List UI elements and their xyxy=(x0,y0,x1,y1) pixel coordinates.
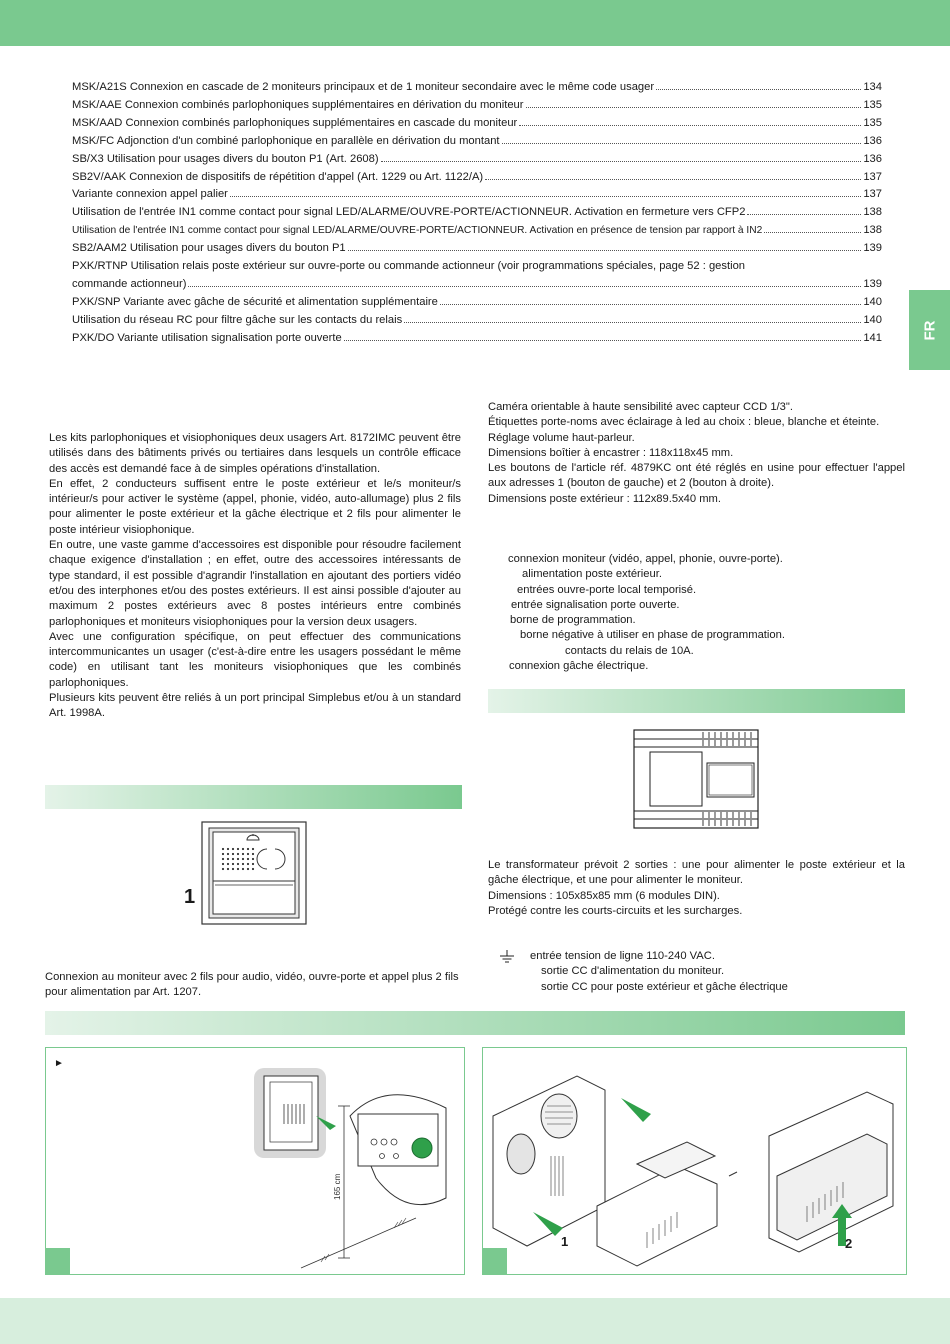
toc-row[interactable]: SB2V/AAK Connexion de dispositifs de répétition d'appel (Art. 1229 ou Art. 1122/A) 137 xyxy=(72,170,882,183)
toc-row[interactable]: Utilisation de l'entrée IN1 comme contact pour signal LED/ALARME/OUVRE-PORTE/ACTIONNEUR. Activation en présence de tension par rapport à IN2 138 xyxy=(72,224,882,237)
toc-row[interactable]: Utilisation du réseau RC pour filtre gâche sur les contacts du relais 140 xyxy=(72,313,882,326)
toc-row[interactable]: MSK/FC Adjonction d'un combiné parlophonique en parallèle en dérivation du montant 136 xyxy=(72,134,882,147)
toc-row[interactable]: commande actionneur) 139 xyxy=(72,277,882,290)
terminal-item: entrée signalisation porte ouverte. xyxy=(511,598,680,611)
section-bar-monitor xyxy=(45,785,462,809)
installation-panel-assembly xyxy=(482,1047,907,1275)
toc-row[interactable]: Utilisation de l'entrée IN1 comme contact pour signal LED/ALARME/OUVRE-PORTE/ACTIONNEUR. Activation en fermeture vers CFP2 138 xyxy=(72,206,882,219)
terminal-item: borne négative à utiliser en phase de programmation. xyxy=(520,629,785,642)
toc-row[interactable]: MSK/AAD Connexion combinés parlophoniques supplémentaires en cascade du moniteur 135 xyxy=(72,116,882,129)
assembly-illustration xyxy=(487,1056,899,1268)
header-bar xyxy=(0,0,950,46)
camera-specs: Caméra orientable à haute sensibilité avec capteur CCD 1/3". Étiquettes porte-noms avec éclairage à led au choix : bleue, blanche et éteinte. Réglage volume haut-parleur. Dimensions boîtier à encastrer : 118x118x45 mm. Les boutons de l'article réf. 4879KC ont été réglés en usine pour effectuer l'appel aux adresses 1 (bouton de gauche) et 2 (bouton à droite). Dimensions poste extérieur : 112x89.5x40 mm. xyxy=(488,401,905,505)
transformer-diagram xyxy=(633,729,759,829)
toc-row[interactable]: MSK/A21S Connexion en cascade de 2 moniteurs principaux et de 1 moniteur secondaire avec le même code usager 134 xyxy=(72,81,882,93)
toc-row[interactable]: SB/X3 Utilisation pour usages divers du bouton P1 (Art. 2608) 136 xyxy=(72,152,882,165)
step-number-2: 2 xyxy=(845,1236,853,1251)
toc-row[interactable]: PXK/SNP Variante avec gâche de sécurité et alimentation supplémentaire 140 xyxy=(72,295,882,308)
panel-tag xyxy=(46,1248,70,1274)
installation-panel-wall xyxy=(45,1047,465,1275)
bullet-arrow-icon: ► xyxy=(54,1058,64,1069)
terminal-list xyxy=(500,552,905,674)
toc-row[interactable]: PXK/DO Variante utilisation signalisation porte ouverte 141 xyxy=(72,331,882,344)
door-station-illustration xyxy=(201,821,307,925)
intro-text: Les kits parlophoniques et visiophoniques deux usagers Art. 8172IMC peuvent être utilisés dans des bâtiments privés ou tertiaires dans lesquels un contrôle efficace des accès est demandé face à de simples opérations d'installation. En effet, 2 conducteurs suffisent entre le poste extérieur et le/s moniteur/s intérieur/s pour activer le système (appel, phonie, vidéo, auto-allumage) plus 2 fils pour alimenter le poste extérieur et la gâche électrique et 2 fils pour alimenter le poste intérieur visiophonique. En outre, une vaste gamme d'accessoires est disponible pour résoudre facilement chaque exigence d'installation ; en effet, outre des accessoires intéressants de type standard, il est possible d'agrandir l'installation en ajoutant des portiers vidéo et/ou des interphones et/ou des postes extérieurs. Il est ainsi possible d'ajouter au maximum 2 postes extérieurs avec 8 postes intérieurs entre combinés parlophoniques et moniteurs visiophoniques pour la version deux usagers. Avec une configuration spécifique, on peut effectuer des communications intercommunicantes un usager (c'est-à-dire entre les usagers possédant le même code) en utilisant tant les moniteurs visiophoniques que les combinés parlophoniques. Plusieurs kits peuvent être reliés à un port principal Simplebus et/ou à un standard Art. 1998A. xyxy=(49,432,461,720)
wall-mount-illustration xyxy=(246,1058,456,1270)
terminal-item: entrées ouvre-porte local temporisé. xyxy=(517,583,697,596)
terminal-item: contacts du relais de 10A. xyxy=(565,644,694,657)
toc-row[interactable]: MSK/AAE Connexion combinés parlophoniques supplémentaires en dérivation du moniteur 135 xyxy=(72,98,882,111)
terminal-item: borne de programmation. xyxy=(510,614,636,627)
terminal-item: connexion moniteur (vidéo, appel, phonie, ouvre-porte). xyxy=(508,553,783,565)
monitor-caption: Connexion au moniteur avec 2 fils pour audio, vidéo, ouvre-porte et appel plus 2 fils pour alimentation par Art. 1207. xyxy=(45,971,459,999)
ground-icon xyxy=(499,950,515,964)
transformer-description: Le transformateur prévoit 2 sorties : une pour alimenter le poste extérieur et la gâche électrique, et une pour alimenter le moniteur. Dimensions : 105x85x85 mm (6 modules DIN). Protégé contre les courts-circuits et les surcharges. xyxy=(488,859,905,917)
section-bar-installation xyxy=(45,1011,905,1035)
terminal-item: sortie CC pour poste extérieur et gâche électrique xyxy=(541,980,788,993)
terminal-item: sortie CC d'alimentation du moniteur. xyxy=(541,965,725,978)
transformer-terminals xyxy=(530,949,905,995)
terminal-item: entrée tension de ligne 110-240 VAC. xyxy=(530,950,715,962)
toc-row-line1[interactable]: PXK/RTNP Utilisation relais poste extérieur sur ouvre-porte ou commande actionneur (voir programmations spéciales, page 52 : gestion xyxy=(72,260,746,273)
terminal-item: connexion gâche électrique. xyxy=(509,660,649,673)
toc-row[interactable]: Variante connexion appel palier 137 xyxy=(72,188,882,201)
toc-row[interactable]: SB2/AAM2 Utilisation pour usages divers du bouton P1 139 xyxy=(72,242,882,255)
footer-bar xyxy=(0,1298,950,1344)
terminal-item: alimentation poste extérieur. xyxy=(522,568,662,581)
section-bar-transformer xyxy=(488,689,905,713)
step-number-1: 1 xyxy=(561,1234,569,1249)
table-of-contents xyxy=(72,79,882,348)
height-label: 165 cm xyxy=(333,1173,342,1200)
language-tab[interactable]: FR xyxy=(909,290,950,370)
monitor-number-label: 1 xyxy=(184,886,196,908)
